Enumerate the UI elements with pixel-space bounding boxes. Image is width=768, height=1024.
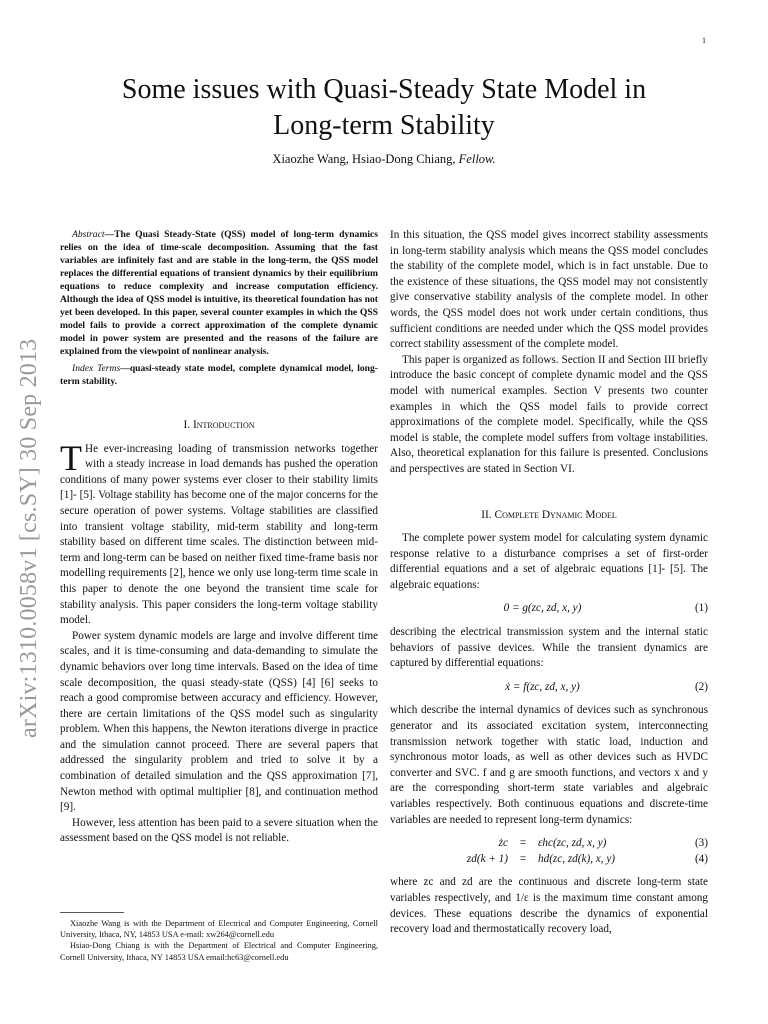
equation-3-equals: = bbox=[519, 837, 527, 850]
index-terms-text: —quasi-steady state model, complete dynamical model, long-term stability. bbox=[60, 363, 378, 387]
section-2-heading: II. Complete Dynamic Model bbox=[481, 508, 617, 521]
intro-paragraph-1-text: He ever-increasing loading of transmission networks together with a steady increase in load demands has pushed the operation conditions of many power systems ever closer to their stability limits [1]- [5]. Voltage stability has become one of the major concerns for the secure operation of power systems. Voltage stabilities are classified into transient voltage stability, mid-term stability and long-term stability based on different time scales. The distinction between mid-term and long-term can be based on neither fixed time-frame basis nor modelling requirements [2], hence we only use long-term time scale in this paper to denote the one beyond the transient time scale for stability analysis. This paper considers the long-term voltage stability model. bbox=[60, 442, 378, 627]
abstract-text: —The Quasi Steady-State (QSS) model of long-term dynamics relies on the idea of time-scale decomposition. Assuming that the fast variables are infinitely fast and are stable in the long-term, the QSS model replaces the differential equations of transient dynamics by their equilibrium equations to reduce complexity and increase computation efficiency. Although the idea of QSS model is intuitive, its theoretical foundation has not yet been developed. In this paper, several counter examples in which the QSS model fails to provide a correct approximation of the complete dynamic model in power system are presented and the reasons of the failure are explained from the viewpoint of nonlinear analysis. bbox=[60, 229, 378, 357]
section-2-paragraph-4: where zc and zd are the continuous and discrete long-term state variables respectively, and 1/ε is the maximum time constant among devices. These equations describe the dynamics of exponential recovery load and thermostatically recovery load, bbox=[390, 876, 708, 936]
equation-array-3-4 bbox=[390, 836, 708, 867]
equation-1-body: 0 = g(zc, zd, x, y) bbox=[503, 602, 582, 615]
right-paragraph-2: This paper is organized as follows. Section II and Section III briefly introduce the basic concept of complete dynamic model and the QSS model with numerical examples. Section V presents two counter examples in which the QSS model fails to provide correct approximations of the complete model. Specifically, while the QSS model is stable, the complete model suffers from voltage instabilities. Also, theoretical explanation for this failure is presented. Conclusions and perspectives are stated in Section VI. bbox=[390, 353, 708, 475]
equation-4-rhs: hd(zc, zd(k), x, y) bbox=[538, 852, 616, 865]
equation-4-lhs: zd(k + 1) bbox=[466, 852, 508, 865]
title-line-1: Some issues with Quasi-Steady State Model in bbox=[121, 74, 647, 105]
footnotes bbox=[60, 918, 378, 963]
intro-paragraph-1 bbox=[60, 437, 378, 629]
section-2-paragraph-1: The complete power system model for calculating system dynamic response relative to a disturbance comprises a set of first-order differential equations and a set of algebraic equations [1]- [5]. The algebraic equations: bbox=[390, 532, 708, 591]
title-line-2: Long-term Stability bbox=[273, 110, 495, 141]
section-1-heading: I. Introduction bbox=[183, 419, 255, 431]
equation-1 bbox=[390, 601, 708, 617]
section-2-paragraph-3: which describe the internal dynamics of devices such as synchronous generator and its associated excitation system, interconnecting transmission network together with static load, induction and synchronous motor loads, as well as other devices such as HVDC converter and SVC. f and g are smooth functions, and vectors x and y are the corresponding short-term state variables and algebraic variables respectively. Both continuous equations and discrete-time variables are needed to represent long-term dynamics: bbox=[390, 704, 708, 826]
equation-3-lhs: żc bbox=[498, 837, 508, 850]
intro-paragraph-3: However, less attention has been paid to a severe situation when the assessment based on the QSS model is not reliable. bbox=[60, 816, 378, 845]
equation-1-number: (1) bbox=[694, 602, 708, 615]
intro-paragraph-2: Power system dynamic models are large and involve different time scales, and it is time-consuming and data-demanding to simulate the dynamic behaviors over long time intervals. Based on the idea of time scale decomposition, the quasi steady-state (QSS) [4] [6] seeks to reach a good compromise between accuracy and efficiency. However, there are certain limitations of the QSS model such as singularity problem. When this happens, the Newton iterations diverge in practice and the simulation cannot proceed. There are several papers that addressed the singularity problem and tried to solve it by a combination of detailed simulation and the QSS approximation [7], Newton method with optimal multiplier [8], and continuation method [9]. bbox=[60, 629, 378, 814]
equation-3-number: (3) bbox=[694, 837, 708, 850]
equation-2 bbox=[390, 680, 708, 696]
equation-2-body: ẋ = f(zc, zd, x, y) bbox=[505, 680, 580, 693]
equation-3 bbox=[390, 836, 708, 852]
equation-3-rhs: εhc(zc, zd, x, y) bbox=[538, 837, 607, 850]
arxiv-stamp: arXiv:1310.0058v1 [cs.SY] 30 Sep 2013 bbox=[16, 338, 42, 738]
page-number: 1 bbox=[702, 36, 706, 45]
equation-4 bbox=[390, 852, 708, 868]
footnote-rule bbox=[60, 912, 124, 913]
abstract-label: Abstract bbox=[72, 229, 105, 240]
index-terms-label: Index Terms bbox=[72, 363, 121, 374]
section-2-paragraph-2: describing the electrical transmission system and the internal static behaviors of passive devices. While the transient dynamics are captured by differential equations: bbox=[390, 626, 708, 670]
right-paragraph-1: In this situation, the QSS model gives incorrect stability assessments in long-term stability analysis which means the QSS model concludes the stability of the complete model, which is in fact unstable. Due to the existence of these situations, the QSS model may not consistently give conservative stability analysis of the complete model. In other words, the QSS model does not work under certain conditions, thus sufficient conditions are needed under which the QSS model provides correct stability assessment of the complete model. bbox=[390, 229, 708, 351]
abstract bbox=[60, 228, 378, 358]
author-suffix: Fellow. bbox=[458, 152, 496, 166]
paper-title bbox=[60, 72, 708, 144]
author-names: Xiaozhe Wang, Hsiao-Dong Chiang, bbox=[272, 152, 456, 166]
authors bbox=[60, 152, 708, 167]
dropcap: T bbox=[60, 437, 82, 478]
left-column bbox=[60, 228, 378, 847]
index-terms bbox=[60, 362, 378, 388]
footnote-1: Xiaozhe Wang is with the Department of Electrical and Computer Engineering, Cornell University, Ithaca, NY, 14853 USA e-mail: xw264@cornell.edu bbox=[60, 919, 378, 940]
footnote-2: Hsiao-Dong Chiang is with the Department of Electrical and Computer Engineering, Cornell University, Ithaca, NY 14853 USA email:hc63@cornell.edu bbox=[60, 941, 378, 962]
equation-4-number: (4) bbox=[694, 852, 708, 865]
equation-4-equals: = bbox=[519, 852, 527, 865]
equation-2-number: (2) bbox=[694, 680, 708, 693]
right-column bbox=[390, 228, 708, 938]
